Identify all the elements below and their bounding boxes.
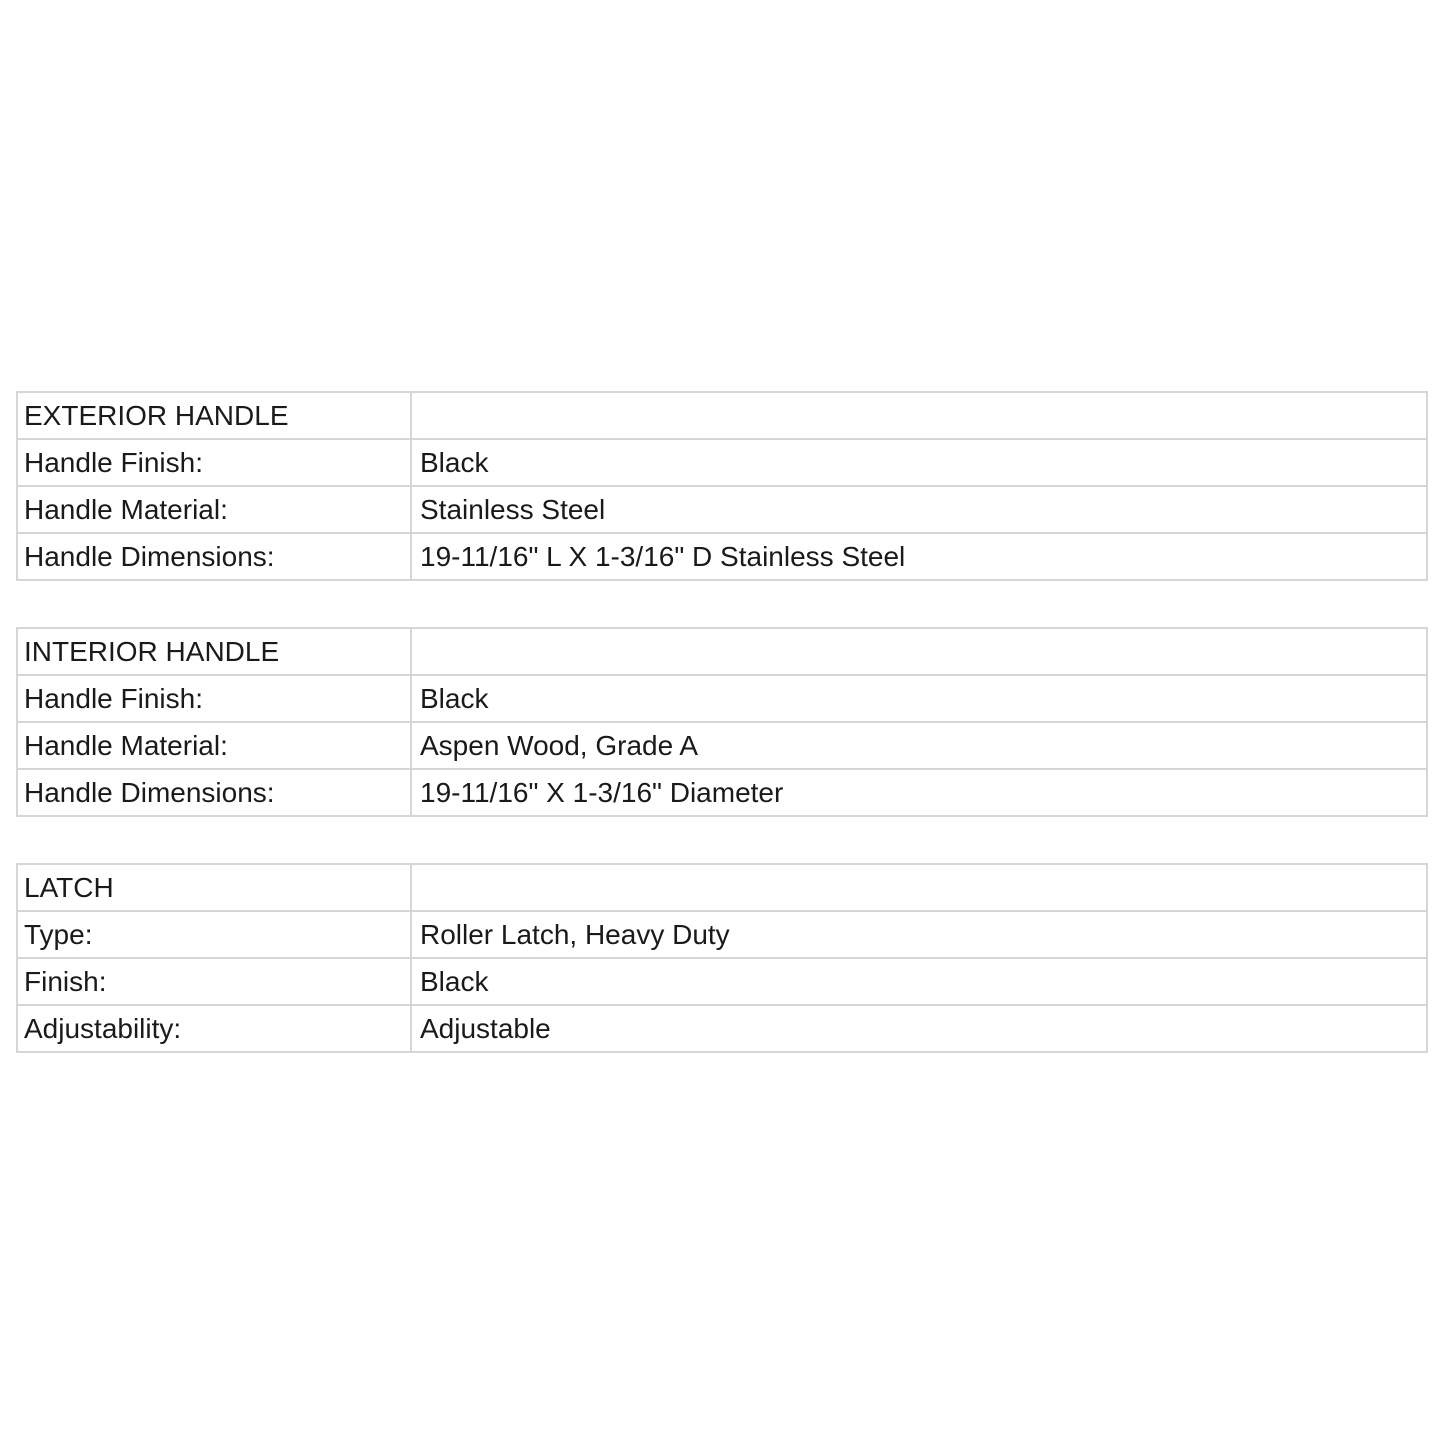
- spec-label: Adjustability:: [17, 1005, 411, 1052]
- spec-value: 19-11/16" X 1-3/16" Diameter: [411, 769, 1427, 816]
- table-header-row: [17, 864, 1427, 911]
- empty-header-cell: [411, 392, 1427, 439]
- table-row: [17, 675, 1427, 722]
- table-row: [17, 911, 1427, 958]
- spec-label: Handle Dimensions:: [17, 533, 411, 580]
- spec-label: Handle Dimensions:: [17, 769, 411, 816]
- spec-value: Adjustable: [411, 1005, 1427, 1052]
- section-heading: EXTERIOR HANDLE: [17, 392, 411, 439]
- interior-handle-spec-table: [16, 627, 1428, 817]
- exterior-handle-spec-table: [16, 391, 1428, 581]
- spec-label: Handle Finish:: [17, 675, 411, 722]
- spec-label: Handle Material:: [17, 722, 411, 769]
- spec-value: Stainless Steel: [411, 486, 1427, 533]
- table-header-row: [17, 628, 1427, 675]
- empty-header-cell: [411, 628, 1427, 675]
- spec-value: Black: [411, 439, 1427, 486]
- spec-value: Aspen Wood, Grade A: [411, 722, 1427, 769]
- table-header-row: [17, 392, 1427, 439]
- spec-label: Handle Material:: [17, 486, 411, 533]
- table-row: [17, 722, 1427, 769]
- spec-value: Black: [411, 958, 1427, 1005]
- table-row: [17, 958, 1427, 1005]
- section-heading: LATCH: [17, 864, 411, 911]
- table-row: [17, 533, 1427, 580]
- spec-label: Handle Finish:: [17, 439, 411, 486]
- table-row: [17, 769, 1427, 816]
- section-heading: INTERIOR HANDLE: [17, 628, 411, 675]
- spec-label: Type:: [17, 911, 411, 958]
- empty-header-cell: [411, 864, 1427, 911]
- spec-label: Finish:: [17, 958, 411, 1005]
- table-row: [17, 1005, 1427, 1052]
- latch-spec-table: [16, 863, 1428, 1053]
- spec-value: Black: [411, 675, 1427, 722]
- table-row: [17, 486, 1427, 533]
- spec-value: Roller Latch, Heavy Duty: [411, 911, 1427, 958]
- spec-value: 19-11/16" L X 1-3/16" D Stainless Steel: [411, 533, 1427, 580]
- table-row: [17, 439, 1427, 486]
